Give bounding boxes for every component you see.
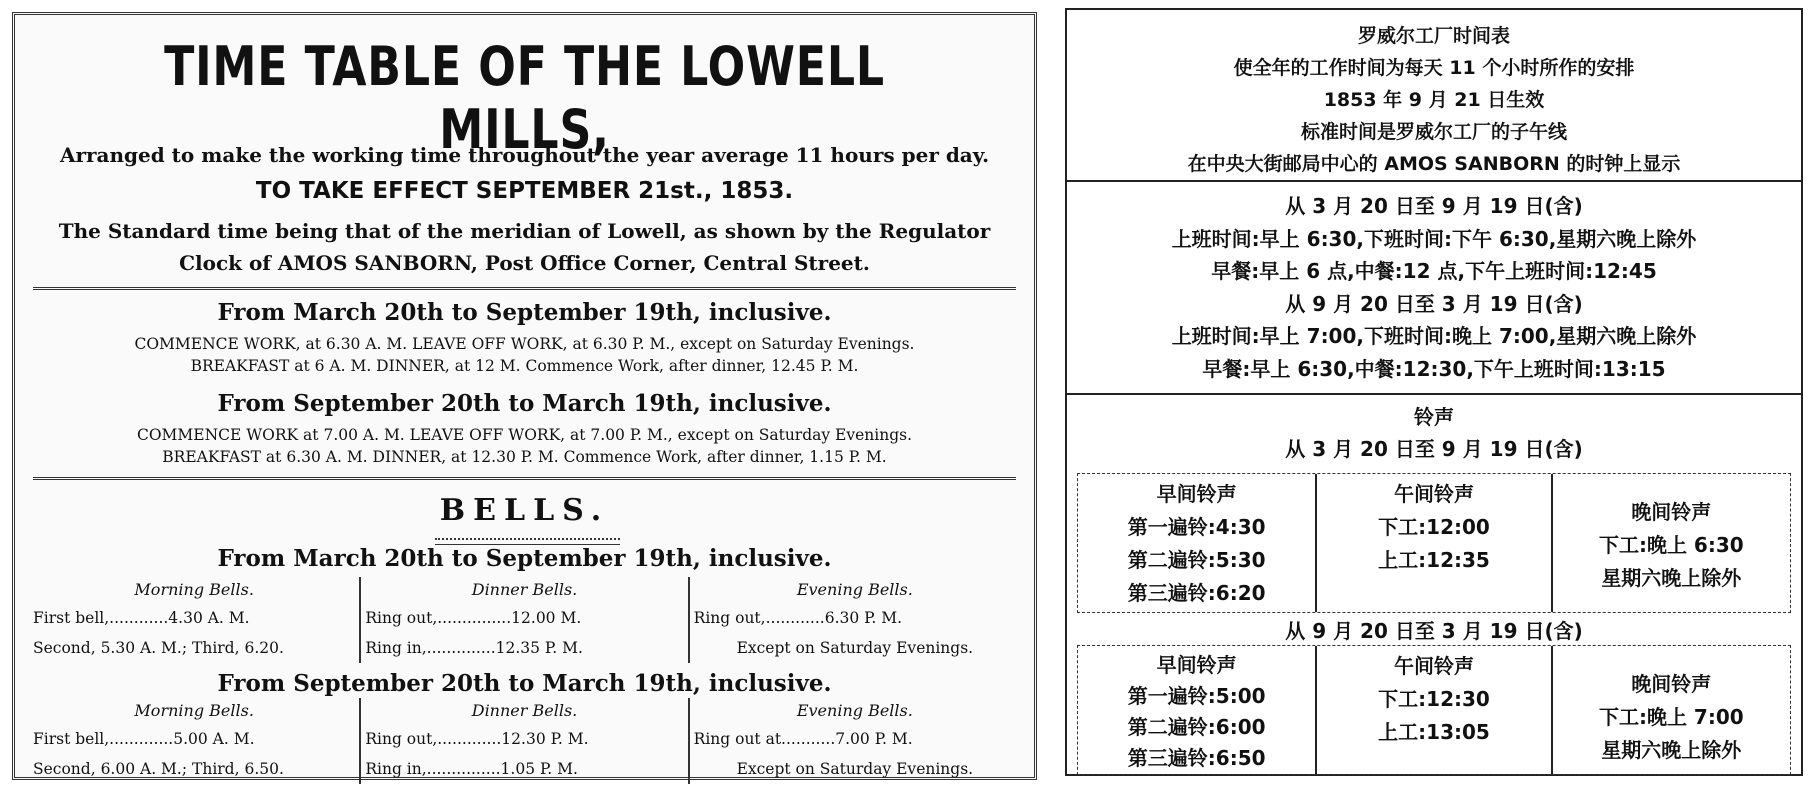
summer-hours-heading: From March 20th to September 19th, inclusive. bbox=[217, 299, 832, 326]
chinese-schedule-line: 从 3 月 20 日至 9 月 19 日(含) bbox=[1285, 194, 1583, 218]
chinese-noon-bells bbox=[1315, 646, 1552, 774]
evening-bell-line: 下工:晚上 6:30 bbox=[1598, 533, 1744, 557]
morning-bell-line: Second, 5.30 A. M.; Third, 6.20. bbox=[33, 639, 284, 657]
noon-bell-line: 下工:12:30 bbox=[1378, 687, 1490, 711]
evening-bells-heading: Evening Bells. bbox=[796, 580, 913, 599]
evening-bell-note: 星期六晚上除外 bbox=[1601, 738, 1742, 762]
evening-bell-note: Except on Saturday Evenings. bbox=[736, 639, 974, 657]
summer-hours-line-2: BREAKFAST at 6 A. M. DINNER, at 12 M. Commence Work, after dinner, 12.45 P. M. bbox=[190, 357, 859, 375]
morning-bell-line: 第二遍铃:5:30 bbox=[1127, 548, 1266, 572]
evening-bells-column bbox=[690, 577, 1020, 663]
chinese-schedule-line: 从 9 月 20 日至 3 月 19 日(含) bbox=[1285, 291, 1583, 316]
poster-effective-date: TO TAKE EFFECT SEPTEMBER 21st., 1853. bbox=[255, 178, 794, 204]
chinese-title: 罗威尔工厂时间表 bbox=[1357, 25, 1510, 47]
chinese-bells-winter-title: 从 9 月 20 日至 3 月 19 日(含) bbox=[1285, 619, 1583, 643]
summer-hours bbox=[33, 333, 1016, 377]
evening-bells-heading: 晚间铃声 bbox=[1631, 672, 1712, 696]
chinese-schedule-section bbox=[1067, 180, 1801, 395]
morning-bells-column bbox=[29, 577, 359, 663]
dinner-bells-column bbox=[359, 577, 689, 663]
noon-bell-line: 下工:12:00 bbox=[1378, 515, 1490, 539]
winter-hours-line-2: BREAKFAST at 6.30 A. M. DINNER, at 12.30 P. M. Commence Work, after dinner, 1.15 P. M. bbox=[162, 448, 887, 466]
morning-bells-column bbox=[29, 698, 359, 784]
morning-bell-line: 第二遍铃:6:00 bbox=[1127, 715, 1266, 739]
bells-title: BELLS. bbox=[439, 493, 610, 528]
dinner-bell-line: Ring in,..............12.35 P. M. bbox=[365, 639, 583, 657]
evening-bell-line: 下工:晚上 7:00 bbox=[1598, 705, 1744, 729]
morning-bell-line: 第三遍铃:6:20 bbox=[1127, 581, 1266, 605]
morning-bell-line: First bell,.............5.00 A. M. bbox=[33, 730, 255, 748]
chinese-schedule-line: 早餐:早上 6 点,中餐:12 点,下午上班时间:12:45 bbox=[1211, 259, 1657, 283]
chinese-header-line: 在中央大街邮局中心的 AMOS SANBORN 的时钟上显示 bbox=[1187, 153, 1681, 175]
chinese-schedule-line: 早餐:早上 6:30,中餐:12:30,下午上班时间:13:15 bbox=[1202, 356, 1666, 381]
morning-bells-heading: 早间铃声 bbox=[1156, 653, 1237, 677]
dinner-bells-column bbox=[359, 698, 689, 784]
chinese-evening-bells bbox=[1553, 474, 1790, 612]
chinese-bells-title: 铃声 bbox=[1414, 405, 1454, 429]
evening-bell-line: Ring out,............6.30 P. M. bbox=[693, 609, 903, 627]
divider bbox=[33, 477, 1016, 480]
noon-bells-heading: 午间铃声 bbox=[1393, 654, 1474, 678]
dinner-bells-heading: Dinner Bells. bbox=[471, 580, 578, 599]
dinner-bell-line: Ring out,.............12.30 P. M. bbox=[365, 730, 589, 748]
chinese-summer-bells-box bbox=[1077, 473, 1791, 613]
dinner-bell-line: Ring in,...............1.05 P. M. bbox=[365, 760, 578, 778]
morning-bell-line: Second, 6.00 A. M.; Third, 6.50. bbox=[33, 760, 284, 778]
noon-bells-heading: 午间铃声 bbox=[1393, 482, 1474, 506]
bells-winter-table bbox=[29, 698, 1020, 784]
poster-subtitle: Arranged to make the working time throughout the year average 11 hours per day. bbox=[59, 143, 990, 167]
chinese-header-section bbox=[1067, 10, 1801, 182]
chinese-morning-bells bbox=[1078, 474, 1315, 612]
evening-bells-heading: Evening Bells. bbox=[796, 701, 913, 720]
bells-summer-heading: From March 20th to September 19th, inclusive. bbox=[217, 545, 832, 572]
chinese-noon-bells bbox=[1315, 474, 1552, 612]
summer-hours-line-1: COMMENCE WORK, at 6.30 A. M. LEAVE OFF WORK, at 6.30 P. M., except on Saturday Evenings. bbox=[134, 335, 915, 353]
chinese-header-line: 1853 年 9 月 21 日生效 bbox=[1323, 89, 1545, 111]
evening-bells-heading: 晚间铃声 bbox=[1631, 500, 1712, 524]
poster-standard-line-2: Clock of AMOS SANBORN, Post Office Corner, Central Street. bbox=[179, 251, 870, 275]
bells-summer-table bbox=[29, 577, 1020, 663]
morning-bells-heading: Morning Bells. bbox=[134, 580, 254, 599]
noon-bell-line: 上工:12:35 bbox=[1378, 548, 1490, 572]
poster-title: TIME TABLE OF THE LOWELL MILLS, bbox=[164, 35, 885, 161]
morning-bells-heading: 早间铃声 bbox=[1156, 482, 1237, 506]
dinner-bell-line: Ring out,...............12.00 M. bbox=[365, 609, 582, 627]
morning-bell-line: 第一遍铃:5:00 bbox=[1127, 684, 1266, 708]
noon-bell-line: 上工:13:05 bbox=[1378, 720, 1490, 744]
morning-bell-line: 第三遍铃:6:50 bbox=[1127, 746, 1266, 770]
chinese-evening-bells bbox=[1553, 646, 1790, 774]
chinese-timetable bbox=[1065, 8, 1803, 776]
morning-bell-line: First bell,............4.30 A. M. bbox=[33, 609, 250, 627]
winter-hours-heading: From September 20th to March 19th, inclusive. bbox=[217, 390, 832, 417]
evening-bell-note: 星期六晚上除外 bbox=[1601, 566, 1742, 590]
chinese-schedule-line: 上班时间:早上 7:00,下班时间:晚上 7:00,星期六晚上除外 bbox=[1171, 324, 1697, 348]
evening-bell-note: Except on Saturday Evenings. bbox=[736, 760, 974, 778]
chinese-bells-section bbox=[1067, 393, 1801, 776]
chinese-header-line: 标准时间是罗威尔工厂的子午线 bbox=[1300, 121, 1567, 143]
english-poster bbox=[12, 12, 1037, 780]
bells-winter-heading: From September 20th to March 19th, inclusive. bbox=[217, 670, 832, 697]
evening-bells-column bbox=[690, 698, 1020, 784]
chinese-bells-summer-title: 从 3 月 20 日至 9 月 19 日(含) bbox=[1285, 437, 1583, 461]
chinese-header-line: 使全年的工作时间为每天 11 个小时所作的安排 bbox=[1233, 57, 1635, 79]
poster-standard-line-1: The Standard time being that of the meridian of Lowell, as shown by the Regulator bbox=[58, 219, 991, 243]
winter-hours-line-1: COMMENCE WORK at 7.00 A. M. LEAVE OFF WORK, at 7.00 P. M., except on Saturday Evenings. bbox=[136, 426, 913, 444]
chinese-morning-bells bbox=[1078, 646, 1315, 774]
morning-bell-line: 第一遍铃:4:30 bbox=[1127, 515, 1266, 539]
morning-bells-heading: Morning Bells. bbox=[134, 701, 254, 720]
ornamental-rule bbox=[435, 538, 620, 545]
chinese-winter-bells-box bbox=[1077, 645, 1791, 775]
evening-bell-line: Ring out at...........7.00 P. M. bbox=[693, 730, 913, 748]
divider bbox=[33, 287, 1016, 290]
winter-hours bbox=[33, 424, 1016, 468]
dinner-bells-heading: Dinner Bells. bbox=[471, 701, 578, 720]
chinese-schedule-line: 上班时间:早上 6:30,下班时间:下午 6:30,星期六晚上除外 bbox=[1171, 226, 1697, 251]
